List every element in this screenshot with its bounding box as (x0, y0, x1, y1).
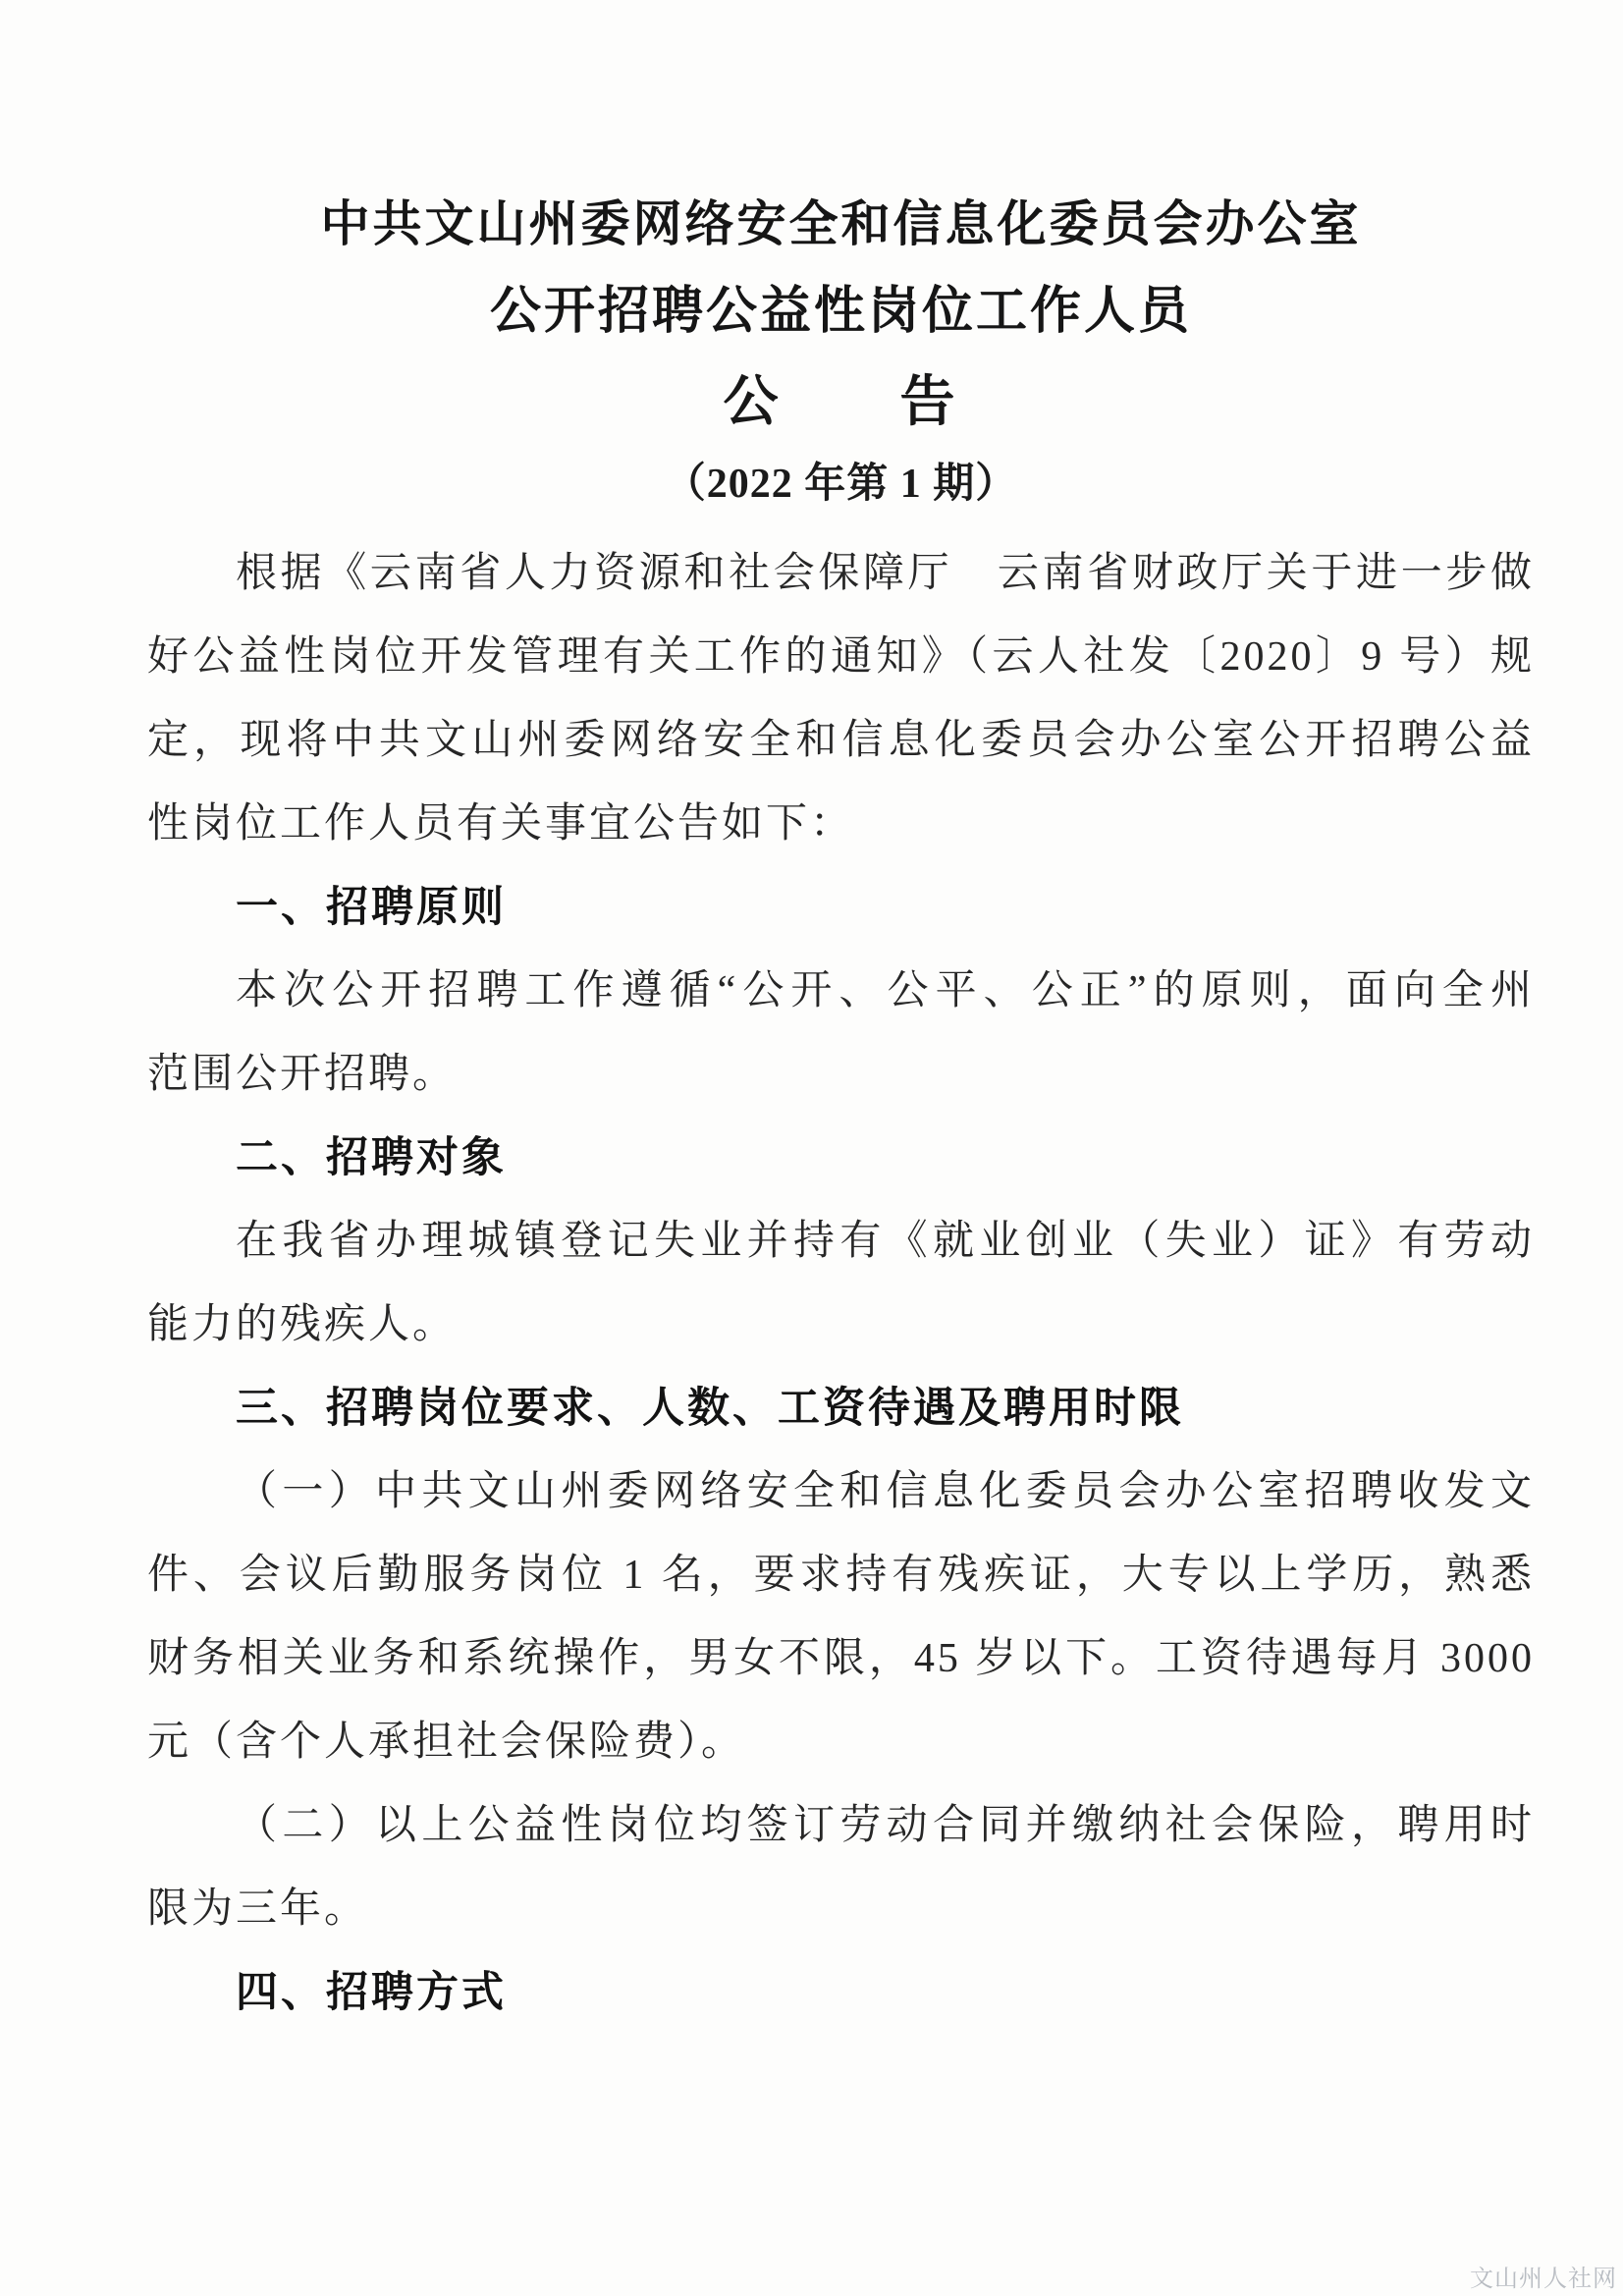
doc-line: 好公益性岗位开发管理有关工作的通知》（云人社发〔2020〕9 号）规 (147, 634, 1535, 680)
section-heading: 三、招聘岗位要求、人数、工资待遇及聘用时限 (236, 1385, 1184, 1432)
site-watermark: 文山州人社网 (1470, 2267, 1617, 2292)
document-body (147, 532, 1535, 2035)
doc-line: 能力的残疾人。 (147, 1302, 458, 1347)
doc-line: 件、会议后勤服务岗位 1 名，要求持有残疾证，大专以上学历，熟悉 (147, 1553, 1535, 1598)
doc-line: （一）中共文山州委网络安全和信息化委员会办公室招聘收发文 (236, 1469, 1535, 1514)
section-heading: 一、招聘原则 (236, 884, 507, 931)
section-heading: 二、招聘对象 (236, 1134, 507, 1181)
doc-line: （二）以上公益性岗位均签订劳动合同并缴纳社会保险，聘用时 (236, 1803, 1535, 1848)
issue-number: （2022 年第 1 期） (664, 462, 1018, 507)
document-title-line1: 中共文山州委网络安全和信息化委员会办公室 (320, 196, 1362, 251)
doc-line: 限为三年。 (147, 1886, 369, 1932)
document-type-heading: 公 告 (723, 372, 959, 433)
doc-line: 在我省办理城镇登记失业并持有《就业创业（失业）证》有劳动 (236, 1219, 1535, 1264)
section-heading: 四、招聘方式 (236, 1969, 507, 2016)
doc-line: 本次公开招聘工作遵循“公开、公平、公正”的原则，面向全州 (236, 968, 1535, 1013)
announcement-document (147, 0, 1535, 2035)
doc-line: 范围公开招聘。 (147, 1052, 458, 1097)
doc-line: 财务相关业务和系统操作，男女不限，45 岁以下。工资待遇每月 3000 (147, 1636, 1535, 1681)
doc-line: 性岗位工作人员有关事宜公告如下： (147, 801, 855, 847)
doc-line: 根据《云南省人力资源和社会保障厅 云南省财政厅关于进一步做 (236, 551, 1535, 596)
document-title-line2: 公开招聘公益性岗位工作人员 (489, 284, 1192, 340)
doc-line: 元（含个人承担社会保险费）。 (147, 1720, 746, 1765)
doc-line: 定，现将中共文山州委网络安全和信息化委员会办公室公开招聘公益 (147, 718, 1535, 763)
